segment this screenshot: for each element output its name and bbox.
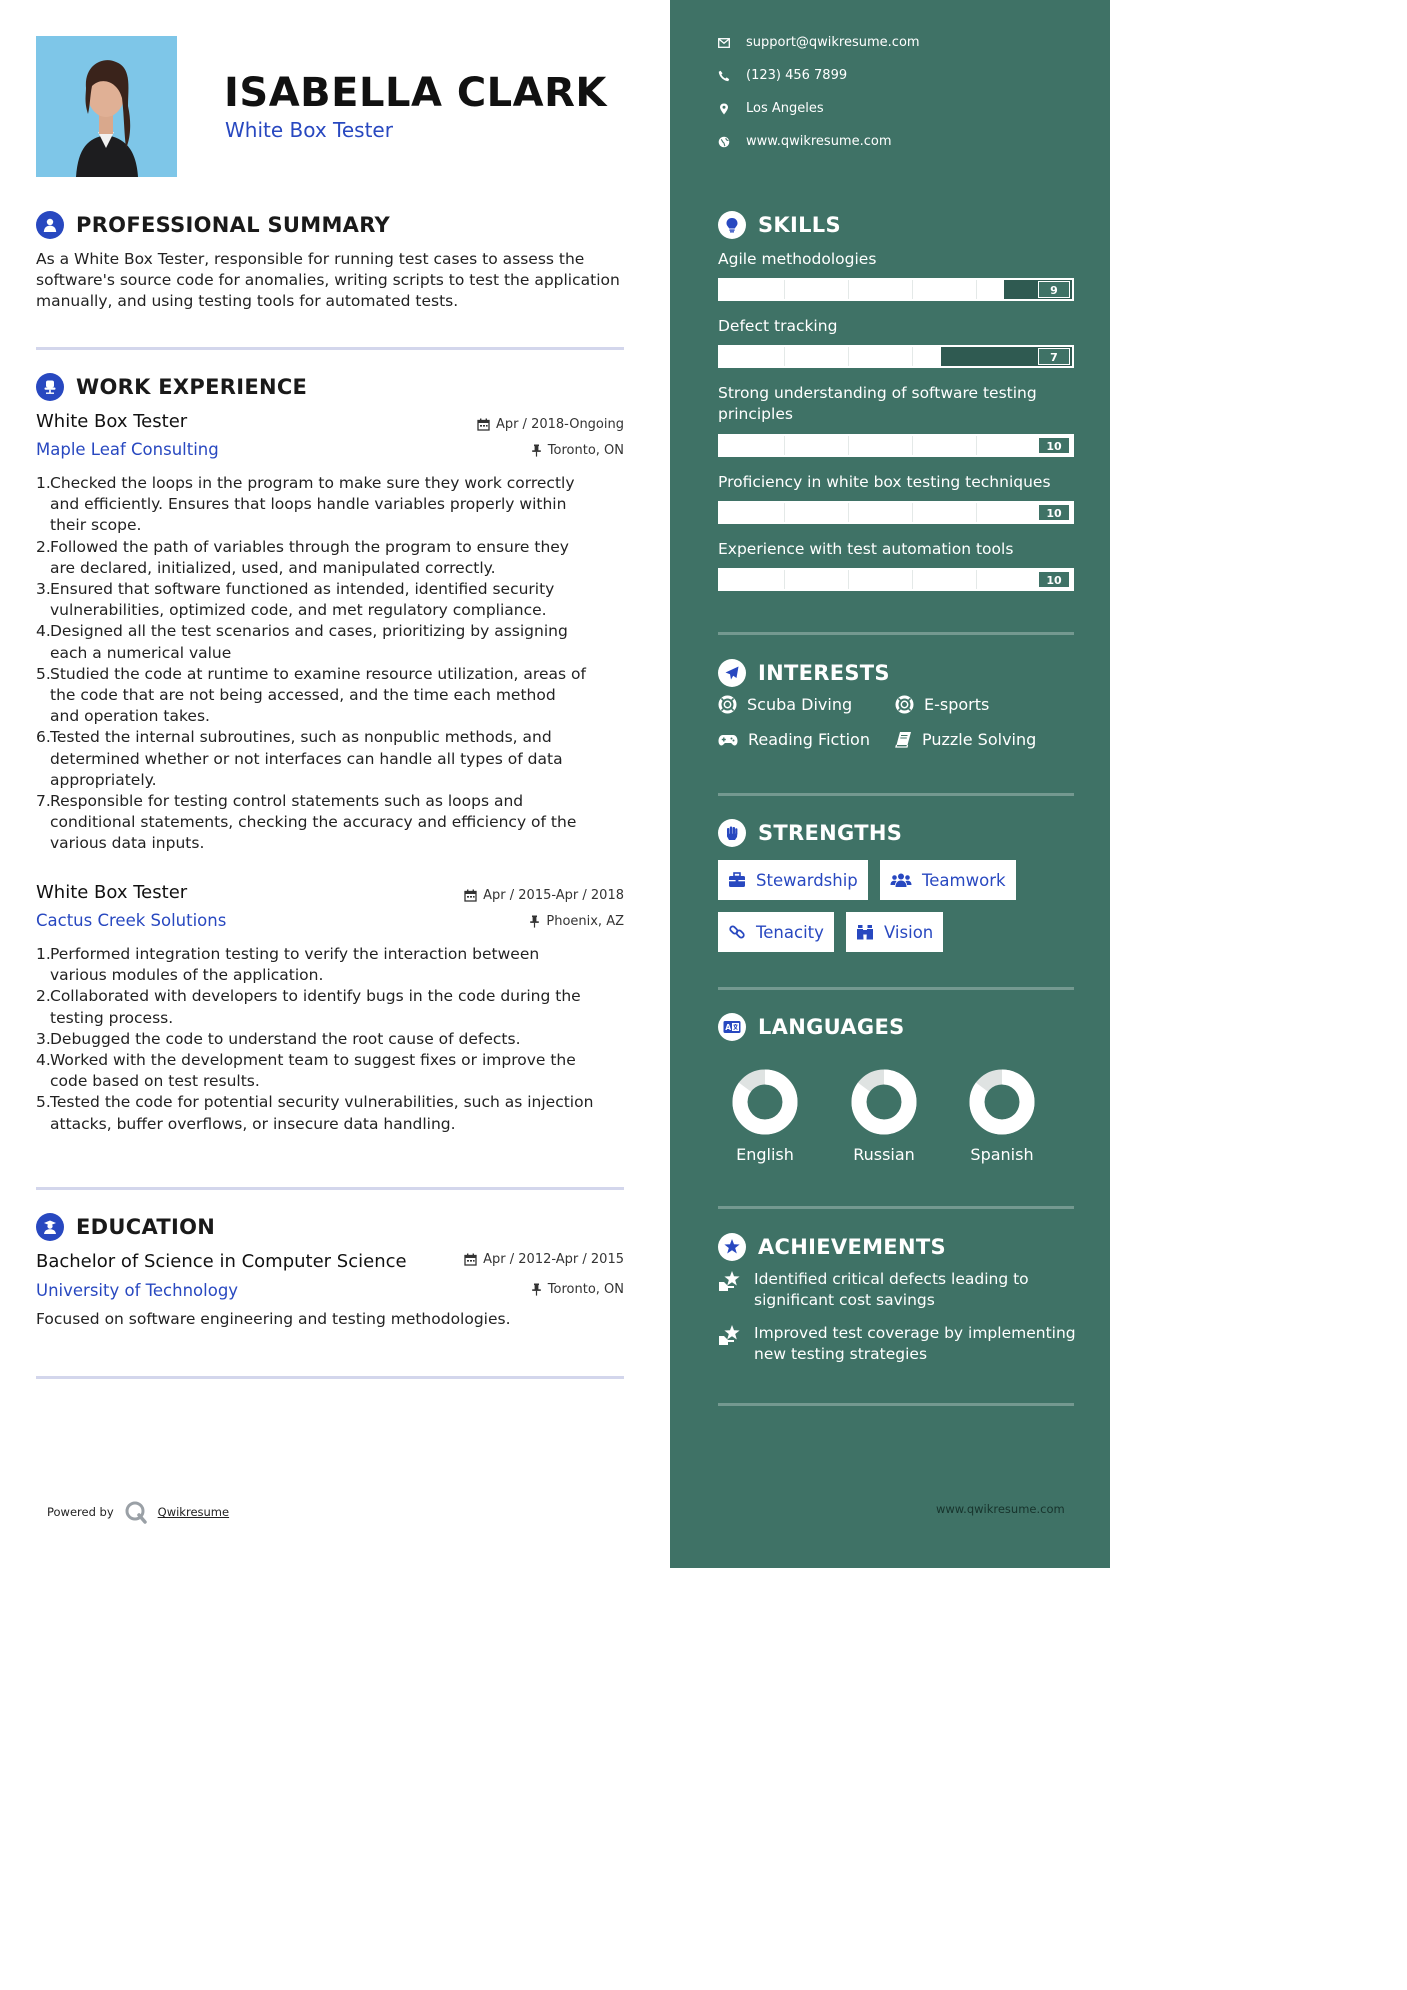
languages-heading	[718, 1013, 905, 1041]
language-level-donut	[844, 1062, 924, 1146]
item-line: determined whether or not interfaces can handle all types of data	[50, 749, 563, 768]
item-number: 4.	[36, 622, 51, 641]
skill-level-badge: 9	[1038, 281, 1070, 298]
strength-label: Vision	[884, 922, 934, 942]
skill-name: Experience with test automation tools	[718, 540, 1014, 558]
job-responsibilities	[36, 473, 626, 855]
item-line: Performed integration testing to verify the interaction between	[50, 945, 540, 963]
skill-bar	[718, 434, 1074, 457]
strengths-heading	[718, 819, 902, 847]
item-line: Followed the path of variables through the program to ensure they	[50, 537, 569, 556]
section-divider	[36, 1376, 624, 1379]
interest-label: Reading Fiction	[748, 730, 870, 749]
skill-bar-segment	[912, 503, 913, 522]
item-line: Checked the loops in the program to make sure they work correctly	[50, 474, 575, 492]
section-divider	[36, 1187, 624, 1190]
contact-email-text[interactable]: support@qwikresume.com	[746, 35, 920, 50]
summary-text: As a White Box Tester, responsible for running test cases to assess the software's source code for anomalies, writing scripts to test the application manually, and using testing tools for automated tests.	[36, 250, 620, 310]
item-text	[50, 473, 575, 537]
svg-text:A: A	[725, 1023, 732, 1033]
book-icon	[895, 731, 912, 748]
interest-item	[718, 730, 870, 749]
job-dates-text: Apr / 2018-Ongoing	[495, 417, 624, 432]
skill-bar	[718, 278, 1074, 301]
item-text	[50, 727, 563, 791]
star-hand-icon	[718, 1324, 742, 1346]
job-company: Maple Leaf Consulting	[36, 440, 219, 459]
qwikresume-link[interactable]: Qwikresume	[157, 1505, 230, 1519]
language-level-donut	[725, 1062, 805, 1146]
strength-label: Stewardship	[756, 870, 858, 890]
item-line: their scope.	[50, 516, 142, 535]
contact-location	[718, 101, 824, 116]
achievement-item	[718, 1269, 1078, 1311]
language-level-donut	[962, 1062, 1042, 1146]
item-number: 2.	[36, 537, 51, 556]
envelope-icon	[718, 38, 730, 48]
interests-heading	[718, 659, 890, 687]
item-line: Worked with the development team to suggest fixes or improve the	[50, 1051, 576, 1070]
section-divider	[718, 793, 1074, 796]
job-dates-text: Apr / 2015-Apr / 2018	[483, 888, 624, 903]
responsibility-item	[36, 664, 626, 728]
achievements-heading	[718, 1233, 946, 1261]
graduate-icon	[36, 1213, 64, 1241]
contact-email	[718, 35, 920, 50]
strength-chip	[718, 860, 868, 900]
skill-level-badge: 10	[1038, 571, 1070, 588]
award-star-icon	[718, 1233, 746, 1261]
contact-website	[718, 134, 892, 149]
skill-bar-segment	[912, 347, 913, 366]
item-line: the code that are not being accessed, and the time each method	[50, 686, 556, 705]
job-responsibilities	[36, 944, 626, 1135]
interest-item	[895, 730, 1036, 749]
item-number: 3.	[36, 580, 51, 599]
fist-icon	[718, 819, 746, 847]
item-line: are declared, initialized, used, and manipulated correctly.	[50, 558, 496, 577]
item-line: each a numerical value	[50, 643, 232, 662]
job-title: White Box Tester	[36, 882, 188, 903]
calendar-icon	[464, 1253, 477, 1266]
section-divider	[718, 632, 1074, 635]
link-icon	[728, 923, 746, 941]
job-location-text: Phoenix, AZ	[546, 914, 624, 929]
life-ring-icon	[895, 695, 914, 714]
skill-name: Defect tracking	[718, 317, 838, 335]
item-line: appropriately.	[50, 770, 157, 789]
strength-chip	[880, 860, 1016, 900]
item-line: Debugged the code to understand the root cause of defects.	[50, 1029, 521, 1048]
user-icon	[36, 211, 64, 239]
language-icon	[718, 1013, 746, 1041]
pin-icon	[529, 915, 540, 928]
item-text	[50, 791, 576, 855]
paper-plane-icon	[718, 659, 746, 687]
interest-label: Scuba Diving	[747, 695, 853, 714]
item-text	[50, 1029, 521, 1050]
job-title: White Box Tester	[36, 411, 188, 432]
skills-heading	[718, 211, 841, 239]
responsibility-item	[36, 537, 626, 579]
job-location	[529, 914, 624, 929]
responsibility-item	[36, 1050, 626, 1092]
achievements-title: ACHIEVEMENTS	[758, 1235, 946, 1259]
skill-name: Agile methodologies	[718, 250, 877, 268]
section-divider	[718, 1403, 1074, 1406]
achievement-item	[718, 1323, 1078, 1365]
globe-icon	[718, 136, 730, 148]
responsibility-item	[36, 621, 626, 663]
experience-title: WORK EXPERIENCE	[76, 375, 308, 399]
briefcase-icon	[728, 872, 746, 888]
skill-bar-segment	[912, 436, 913, 455]
lightbulb-icon	[718, 211, 746, 239]
responsibility-item	[36, 579, 626, 621]
skill-bar-segment	[784, 280, 785, 299]
education-title: EDUCATION	[76, 1215, 216, 1239]
skill-bar-segment	[912, 570, 913, 589]
skill-name: Proficiency in white box testing techniques	[718, 473, 1051, 491]
summary-title: PROFESSIONAL SUMMARY	[76, 213, 391, 237]
calendar-icon	[477, 418, 490, 431]
interests-title: INTERESTS	[758, 661, 890, 685]
skill-bar-segment	[784, 503, 785, 522]
skill-bar-segment	[848, 570, 849, 589]
skill-bar-segment	[976, 280, 977, 299]
strengths-title: STRENGTHS	[758, 821, 903, 845]
interest-label: E-sports	[924, 695, 990, 714]
phone-icon	[718, 70, 730, 82]
gamepad-icon	[718, 733, 738, 747]
strength-chip	[846, 912, 943, 952]
job-company: Cactus Creek Solutions	[36, 911, 227, 930]
languages-title: LANGUAGES	[758, 1015, 905, 1039]
map-marker-icon	[718, 103, 730, 115]
education-description: Focused on software engineering and testing methodologies.	[36, 1310, 511, 1328]
item-line: various modules of the application.	[50, 966, 324, 985]
item-line: Ensured that software functioned as intended, identified security	[50, 580, 555, 599]
interest-label: Puzzle Solving	[922, 730, 1037, 749]
item-text	[50, 1050, 576, 1092]
item-number: 6.	[36, 728, 51, 747]
item-text	[50, 664, 586, 728]
job-dates	[477, 417, 624, 432]
item-number: 1.	[36, 945, 51, 963]
interest-item	[895, 695, 989, 714]
item-line: Tested the code for potential security vulnerabilities, such as injection	[50, 1093, 594, 1112]
item-text	[50, 944, 539, 986]
item-line: and operation takes.	[50, 707, 210, 726]
education-location-text: Toronto, ON	[547, 1282, 624, 1297]
skill-bar	[718, 568, 1074, 591]
job-location-text: Toronto, ON	[547, 443, 624, 458]
skill-bar-segment	[784, 436, 785, 455]
strength-chip	[718, 912, 834, 952]
skill-bar-segment	[976, 503, 977, 522]
responsibility-item	[36, 1092, 626, 1134]
skill-bar-segment	[848, 436, 849, 455]
language-name: Russian	[853, 1145, 915, 1164]
responsibility-item	[36, 1029, 626, 1050]
contact-phone-text: (123) 456 7899	[746, 68, 848, 83]
item-number: 3.	[36, 1029, 51, 1048]
degree-title: Bachelor of Science in Computer Science	[36, 1251, 407, 1272]
profile-photo	[36, 36, 177, 177]
item-number: 7.	[36, 792, 51, 811]
job-location	[531, 443, 624, 458]
section-divider	[36, 347, 624, 350]
skill-bar-segment	[784, 347, 785, 366]
section-divider	[718, 1206, 1074, 1209]
section-divider	[718, 987, 1074, 990]
star-hand-icon	[718, 1270, 742, 1292]
item-line: Studied the code at runtime to examine resource utilization, areas of	[50, 664, 586, 683]
item-line: conditional statements, checking the accuracy and efficiency of the	[50, 813, 577, 832]
item-line: and efficiently. Ensures that loops handle variables properly within	[50, 495, 567, 514]
responsibility-item	[36, 944, 626, 986]
skill-bar	[718, 501, 1074, 524]
skill-bar-segment	[848, 280, 849, 299]
life-ring-icon	[718, 695, 737, 714]
responsibility-item	[36, 727, 626, 791]
item-line: Collaborated with developers to identify bugs in the code during the	[50, 987, 581, 1006]
item-line: Responsible for testing control statements such as loops and	[50, 792, 524, 811]
pin-icon	[531, 1283, 542, 1296]
item-line: vulnerabilities, optimized code, and met regulatory compliance.	[50, 601, 547, 620]
skills-title: SKILLS	[758, 213, 841, 237]
item-line: testing process.	[50, 1008, 174, 1027]
item-text	[50, 621, 568, 663]
job-dates	[464, 888, 624, 903]
contact-phone	[718, 68, 847, 83]
item-number: 2.	[36, 987, 51, 1006]
sidebar	[670, 0, 1110, 1568]
footer-website[interactable]: www.qwikresume.com	[936, 1502, 1065, 1516]
school-name: University of Technology	[36, 1281, 239, 1300]
users-icon	[890, 872, 912, 888]
item-text	[50, 986, 581, 1028]
responsibility-item	[36, 986, 626, 1028]
skill-bar-segment	[784, 570, 785, 589]
item-text	[50, 1092, 593, 1134]
item-line: Designed all the test scenarios and cases, prioritizing by assigning	[50, 622, 568, 641]
binoculars-icon	[856, 923, 874, 941]
skill-bar-segment	[976, 436, 977, 455]
item-line: Tested the internal subroutines, such as nonpublic methods, and	[50, 728, 552, 747]
skill-name: Strong understanding of software testing principles	[718, 384, 1037, 423]
experience-heading	[36, 373, 307, 401]
candidate-name: ISABELLA CLARK	[224, 70, 607, 116]
contact-website-text[interactable]: www.qwikresume.com	[746, 134, 892, 149]
skill-bar-segment	[848, 347, 849, 366]
skill-bar	[718, 345, 1074, 368]
responsibility-item	[36, 791, 626, 855]
powered-by-label: Powered by	[47, 1505, 114, 1519]
skill-bar-segment	[848, 503, 849, 522]
item-number: 4.	[36, 1051, 51, 1070]
item-line: attacks, buffer overflows, or insecure data handling.	[50, 1114, 456, 1133]
strength-label: Tenacity	[756, 922, 824, 942]
skill-bar-segment	[912, 280, 913, 299]
item-text	[50, 537, 569, 579]
skill-level-badge: 10	[1038, 437, 1070, 454]
item-line: code based on test results.	[50, 1072, 260, 1091]
education-heading	[36, 1213, 215, 1241]
item-number: 1.	[36, 474, 51, 492]
item-text	[50, 579, 554, 621]
item-number: 5.	[36, 1093, 51, 1112]
skill-level-badge: 7	[1038, 348, 1070, 365]
candidate-role: White Box Tester	[225, 118, 393, 142]
language-name: English	[736, 1145, 794, 1164]
education-location	[531, 1282, 624, 1297]
education-dates	[464, 1252, 624, 1267]
powered-by	[47, 1500, 229, 1524]
interest-item	[718, 695, 852, 714]
achievement-text: Improved test coverage by implementing new testing strategies	[754, 1324, 1076, 1363]
summary-heading	[36, 211, 390, 239]
language-name: Spanish	[970, 1145, 1034, 1164]
item-number: 5.	[36, 664, 51, 683]
main-column	[0, 0, 670, 1568]
item-line: various data inputs.	[50, 834, 205, 853]
qwikresume-logo-icon	[124, 1500, 148, 1524]
contact-location-text: Los Angeles	[746, 101, 824, 116]
strength-label: Teamwork	[922, 870, 1006, 890]
responsibility-item	[36, 473, 626, 537]
briefcase-chair-icon	[36, 373, 64, 401]
education-dates-text: Apr / 2012-Apr / 2015	[483, 1252, 624, 1267]
pin-icon	[531, 444, 542, 457]
calendar-icon	[464, 889, 477, 902]
skill-bar-segment	[976, 570, 977, 589]
skill-level-badge: 10	[1038, 504, 1070, 521]
achievement-text: Identified critical defects leading to significant cost savings	[754, 1270, 1029, 1309]
